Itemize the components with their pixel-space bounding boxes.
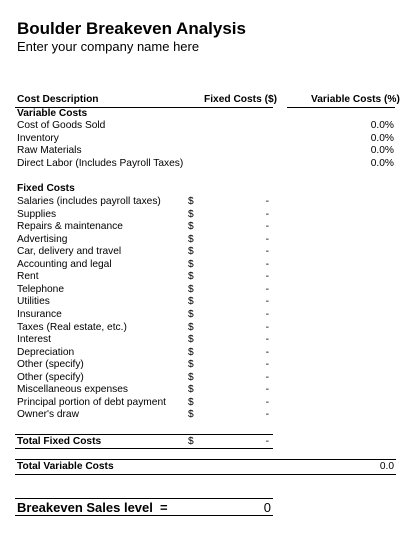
- fixed-cost-value[interactable]: -: [265, 396, 269, 408]
- fixed-cost-label: Utilities: [17, 296, 50, 308]
- fixed-cost-currency: $: [188, 258, 194, 270]
- fixed-cost-currency: $: [188, 246, 194, 258]
- fixed-cost-currency: $: [188, 208, 194, 220]
- fixed-cost-currency: $: [188, 283, 194, 295]
- fixed-cost-value[interactable]: -: [265, 346, 269, 358]
- fixed-cost-label: Other (specify): [17, 359, 84, 371]
- fixed-cost-label: Owner's draw: [17, 409, 79, 421]
- fixed-cost-label: Car, delivery and travel: [17, 246, 122, 258]
- fixed-cost-label: Advertising: [17, 233, 68, 245]
- variable-costs-heading: Variable Costs: [17, 108, 88, 119]
- total-variable-bottom-rule: [15, 474, 396, 475]
- fixed-cost-currency: $: [188, 321, 194, 333]
- column-header-variable: Variable Costs (%): [311, 94, 400, 105]
- fixed-cost-label: Miscellaneous expenses: [17, 384, 128, 396]
- fixed-cost-value[interactable]: -: [265, 334, 269, 346]
- fixed-cost-value[interactable]: -: [265, 221, 269, 233]
- fixed-cost-value[interactable]: -: [265, 409, 269, 421]
- fixed-cost-currency: $: [188, 334, 194, 346]
- fixed-cost-value[interactable]: -: [265, 246, 269, 258]
- fixed-cost-value[interactable]: -: [265, 359, 269, 371]
- breakeven-label: Breakeven Sales level: [17, 500, 153, 515]
- company-name-field[interactable]: Enter your company name here: [17, 39, 200, 54]
- fixed-cost-currency: $: [188, 396, 194, 408]
- variable-cost-value[interactable]: 0.0%: [370, 145, 394, 156]
- fixed-cost-label: Rent: [17, 271, 39, 283]
- fixed-cost-currency: $: [188, 221, 194, 233]
- fixed-cost-currency: $: [188, 196, 194, 207]
- fixed-cost-currency: $: [188, 233, 194, 245]
- fixed-cost-value[interactable]: -: [265, 371, 269, 383]
- fixed-cost-label: Insurance: [17, 308, 62, 320]
- variable-cost-label: Direct Labor (Includes Payroll Taxes): [17, 157, 184, 169]
- fixed-costs-heading: Fixed Costs: [17, 183, 75, 194]
- fixed-cost-label: Interest: [17, 334, 51, 346]
- fixed-cost-value[interactable]: -: [265, 233, 269, 245]
- fixed-cost-value[interactable]: -: [265, 308, 269, 320]
- fixed-cost-value[interactable]: -: [265, 321, 269, 333]
- breakeven-value[interactable]: 0: [263, 500, 271, 515]
- fixed-cost-value[interactable]: -: [265, 258, 269, 270]
- fixed-cost-label: Supplies: [17, 208, 57, 220]
- total-variable-label: Total Variable Costs: [17, 461, 114, 472]
- fixed-cost-currency: $: [188, 271, 194, 283]
- fixed-cost-value[interactable]: -: [265, 271, 269, 283]
- fixed-cost-value[interactable]: -: [265, 208, 269, 220]
- fixed-cost-label: Other (specify): [17, 371, 84, 383]
- total-fixed-label: Total Fixed Costs: [17, 436, 102, 447]
- variable-cost-label: Raw Materials: [17, 145, 82, 156]
- fixed-cost-label: Telephone: [17, 283, 65, 295]
- fixed-cost-label: Accounting and legal: [17, 258, 112, 270]
- total-fixed-top-rule: [15, 434, 273, 435]
- fixed-cost-label: Depreciation: [17, 346, 75, 358]
- fixed-cost-currency: $: [188, 308, 194, 320]
- fixed-cost-currency: $: [188, 346, 194, 358]
- header-rule-right: [287, 107, 395, 108]
- variable-cost-value[interactable]: 0.0%: [370, 120, 394, 131]
- fixed-cost-label: Taxes (Real estate, etc.): [17, 321, 127, 333]
- breakeven-bottom-rule: [15, 515, 273, 516]
- fixed-cost-value[interactable]: -: [265, 384, 269, 396]
- total-variable-value[interactable]: 0.0: [379, 461, 394, 472]
- total-fixed-currency: $: [188, 436, 194, 447]
- fixed-cost-currency: $: [188, 359, 194, 371]
- variable-cost-label: Inventory: [17, 132, 59, 144]
- total-fixed-value[interactable]: -: [265, 436, 269, 447]
- fixed-cost-label: Repairs & maintenance: [17, 221, 123, 233]
- total-fixed-bottom-rule: [15, 448, 273, 449]
- variable-cost-value[interactable]: 0.0%: [370, 132, 394, 144]
- column-header-fixed: Fixed Costs ($): [204, 94, 278, 105]
- fixed-cost-value[interactable]: -: [265, 296, 269, 308]
- total-variable-top-rule: [15, 459, 396, 460]
- fixed-cost-label: Salaries (includes payroll taxes): [17, 196, 161, 207]
- page-title: Boulder Breakeven Analysis: [17, 19, 246, 38]
- fixed-cost-currency: $: [188, 371, 194, 383]
- fixed-cost-currency: $: [188, 409, 194, 421]
- breakeven-equals: =: [160, 500, 168, 515]
- breakeven-top-rule: [15, 498, 273, 499]
- fixed-cost-currency: $: [188, 384, 194, 396]
- fixed-cost-currency: $: [188, 296, 194, 308]
- fixed-cost-label: Principal portion of debt payment: [17, 396, 166, 408]
- variable-cost-label: Cost of Goods Sold: [17, 120, 106, 131]
- variable-cost-value[interactable]: 0.0%: [370, 157, 394, 169]
- fixed-cost-value[interactable]: -: [265, 196, 269, 207]
- fixed-cost-value[interactable]: -: [265, 283, 269, 295]
- column-header-description: Cost Description: [17, 94, 99, 105]
